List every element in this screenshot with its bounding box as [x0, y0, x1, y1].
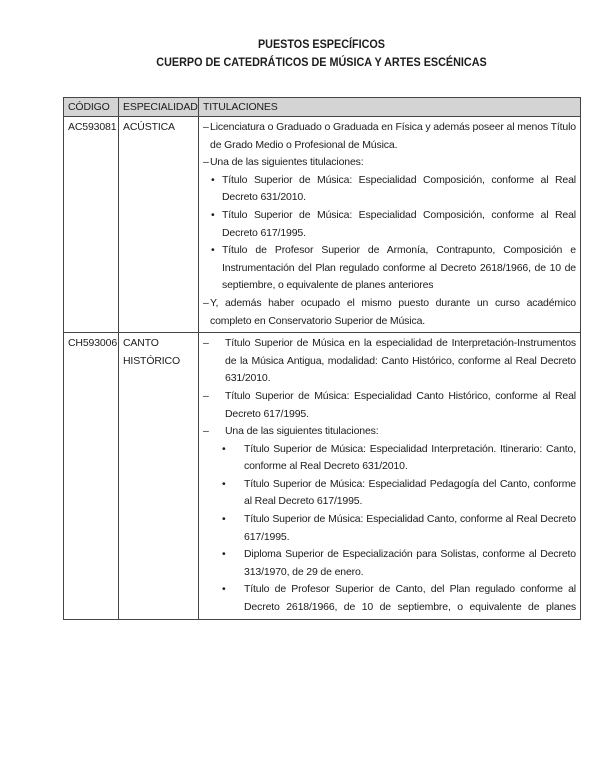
list-item-text: Una de las siguientes titulaciones: [225, 425, 379, 438]
list-item [203, 119, 576, 154]
titulaciones-table [63, 97, 581, 620]
bullet-marker: • [222, 548, 226, 561]
list-item [222, 441, 576, 476]
table-header-row [64, 98, 581, 117]
titulaciones-cell [199, 117, 581, 333]
list-item [222, 511, 576, 546]
dash-marker: – [203, 425, 209, 438]
list-item-text: Título Superior de Música: Especialidad Canto Histórico, conforme al Real Decreto 617/1995. [225, 389, 576, 420]
codigo-cell: AC593081 [64, 117, 119, 333]
table-row [64, 117, 581, 333]
dash-marker: – [203, 121, 209, 133]
bullet-marker: • [222, 583, 226, 596]
list-item-text: Licenciatura o Graduado o Graduada en Física y además poseer al menos Título de Grado Medio o Profesional de Música. [210, 121, 576, 151]
list-item [203, 388, 576, 423]
list-item-text: Título de Profesor Superior de Armonía, Contrapunto, Composición e Instrumentación del Plan regulado conforme al Decreto 2618/1966, de 10 de septiembre, o equivalente de planes anteriores [222, 244, 576, 292]
bullet-marker: • [211, 173, 215, 186]
list-item [211, 172, 576, 207]
list-item-text: Título Superior de Música: Especialidad Composición, conforme al Real Decreto 617/1995. [222, 208, 576, 239]
bullet-marker: • [222, 513, 226, 526]
page-title-line2: CUERPO DE CATEDRÁTICOS DE MÚSICA Y ARTES ESCÉNICAS [156, 54, 487, 69]
dash-marker: – [203, 296, 209, 309]
bullet-marker: • [211, 244, 215, 257]
list-item [211, 207, 576, 242]
page-title-line1: PUESTOS ESPECÍFICOS [257, 37, 386, 51]
dash-marker: – [203, 389, 209, 402]
especialidad-cell: ACÚSTICA [119, 117, 199, 333]
list-item [222, 581, 576, 616]
list-item-text: Título Superior de Música: Especialidad Interpretación. Itinerario: Canto, conforme al Real Decreto 631/2010. [244, 442, 576, 473]
document-title [89, 36, 554, 71]
list-item [222, 476, 576, 511]
list-item [211, 242, 576, 295]
column-header-especialidad: ESPECIALIDAD [119, 98, 199, 117]
column-header-codigo: CÓDIGO [64, 98, 119, 117]
list-item [222, 546, 576, 581]
list-item-text: Título Superior de Música en la especialidad de Interpretación-Instrumentos de la Música Antigua, modalidad: Canto Histórico, conforme al Real Decreto 631/2010. [225, 337, 576, 385]
list-item-text: Diploma Superior de Especialización para Solistas, conforme al Decreto 313/1970, de 29 de enero. [244, 548, 576, 578]
bullet-marker: • [222, 442, 226, 455]
dash-marker: – [203, 337, 209, 350]
titulaciones-cell [199, 333, 581, 620]
list-item-text: Una de las siguientes titulaciones: [210, 156, 364, 169]
table-body [64, 117, 581, 620]
list-item-text: Título Superior de Música: Especialidad Canto, conforme al Real Decreto 617/1995. [244, 513, 576, 543]
list-item-text: Título de Profesor Superior de Canto, del Plan regulado conforme al Decreto 2618/1966, de 10 de septiembre, o equivalente de planes [244, 583, 576, 614]
bullet-marker: • [222, 477, 226, 490]
bullet-marker: • [211, 208, 215, 221]
list-item [203, 423, 576, 441]
list-item [203, 154, 576, 172]
especialidad-cell: CANTO HISTÓRICO [119, 333, 199, 620]
list-item-text: Título Superior de Música: Especialidad Composición, conforme al Real Decreto 631/2010. [222, 173, 576, 204]
list-item-text: Título Superior de Música: Especialidad Pedagogía del Canto, conforme al Real Decreto 617/1995. [244, 477, 576, 508]
column-header-titulaciones: TITULACIONES [199, 98, 581, 117]
list-item [203, 295, 576, 330]
table-row [64, 333, 581, 620]
list-item [203, 335, 576, 388]
dash-marker: – [203, 156, 209, 169]
list-item-text: Y, además haber ocupado el mismo puesto durante un curso académico completo en Conservatorio Superior de Música. [210, 296, 576, 327]
codigo-cell: CH593006 [64, 333, 119, 620]
